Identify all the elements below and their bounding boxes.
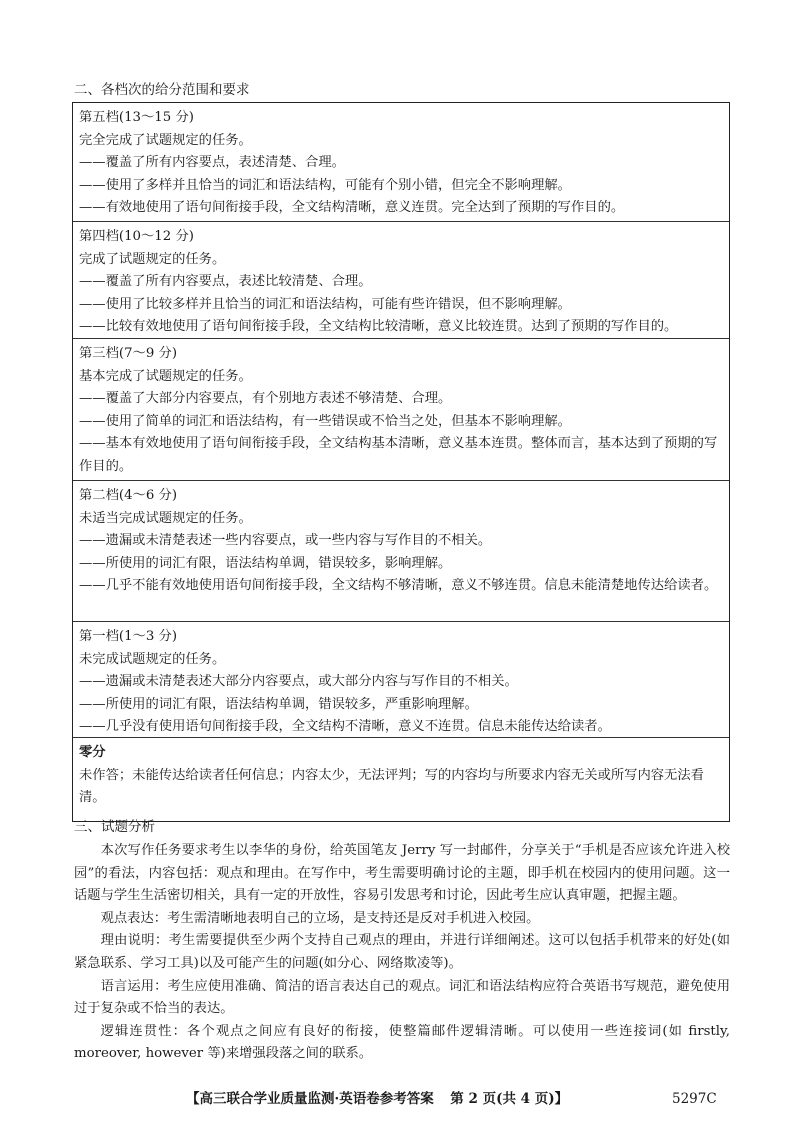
grade-point: ——基本有效地使用了语句间衔接手段，全文结构基本清晰，意义基本连贯。整体而言，基本达到了预期的写作目的。 [79,436,718,474]
analysis-paragraph: 本次写作任务要求考生以李华的身份，给英国笔友 Jerry 写一封邮件，分享关于“手机是否应该允许进入校园”的看法，内容包括：观点和理由。在写作中，考生需要明确讨论的主题，即手机在校园内的使用问题。这一话题与学生生活密切相关，具有一定的开放性，容易引发思考和讨论，因此考生应认真审题，把握主题。 [74,843,730,904]
grade-summary: 未适当完成试题规定的任务。 [79,510,252,526]
analysis-body [74,840,730,1066]
grade-cell-1 [73,621,729,737]
grade-summary: 完全完成了试题规定的任务。 [79,132,252,148]
grade-point: ——覆盖了所有内容要点，表述清楚、合理。 [79,155,345,171]
analysis-paragraph: 观点表达：考生需清晰地表明自己的立场，是支持还是反对手机进入校园。 [100,910,540,926]
grade-summary: 未完成试题规定的任务。 [79,651,226,667]
grade-point: ——有效地使用了语句间衔接手段，全文结构清晰，意义连贯。完全达到了预期的写作目的。 [79,200,625,216]
grade-point: ——几乎没有使用语句间衔接手段，全文结构不清晰，意义不连贯。信息未能传达给读者。 [79,719,611,735]
grade-cell-5 [73,103,729,221]
grade-point: ——所使用的词汇有限，语法结构单调，错误较多，影响理解。 [79,555,452,571]
grade-cell-3 [73,338,729,480]
grade-heading: 第四档(10～12 分) [79,229,194,244]
analysis-paragraph: 理由说明：考生需要提供至少两个支持自己观点的理由，并进行详细阐述。这可以包括手机带来的好处(如紧急联系、学习工具)以及可能产生的问题(如分心、网络欺凌等)。 [74,933,730,971]
grade-heading: 第五档(13～15 分) [79,110,194,125]
grade-point: ——几乎不能有效地使用语句间衔接手段，全文结构不够清晰，意义不够连贯。信息未能清楚地传达给读者。 [79,578,718,594]
grade-summary: 基本完成了试题规定的任务。 [79,368,252,384]
grade-point: ——遗漏或未清楚表述一些内容要点，或一些内容与写作目的不相关。 [79,533,492,549]
grade-cell-2 [73,480,729,621]
grade-point: ——使用了多样并且恰当的词汇和语法结构，可能有个别小错，但完全不影响理解。 [79,177,571,193]
section-3-title: 三、试题分析 [74,819,155,835]
grade-summary: 未作答；未能传达给读者任何信息；内容太少，无法评判；写的内容均与所要求内容无关或所写内容无法看清。 [79,767,704,806]
grade-point: ——使用了比较多样并且恰当的词汇和语法结构，可能有些许错误，但不影响理解。 [79,296,571,312]
grading-table [72,102,730,822]
grade-cell-4 [73,221,729,338]
grade-heading: 第三档(7～9 分) [79,346,178,361]
grade-summary: 完成了试题规定的任务。 [79,251,226,267]
footer-label: 【高三联合学业质量监测·英语卷参考答案 [186,1091,434,1107]
analysis-paragraph: 语言运用：考生应使用准确、简洁的语言表达自己的观点。词汇和语法结构应符合英语书写规范，避免使用过于复杂或不恰当的表达。 [74,978,730,1017]
grade-cell-zero [73,737,729,821]
grade-point: ——比较有效地使用了语句间衔接手段，全文结构比较清晰，意义比较连贯。达到了预期的写作目的。 [79,319,678,335]
grade-point: ——覆盖了所有内容要点，表述比较清楚、合理。 [79,274,372,290]
footer-page-number: 第 2 页(共 4 页)】 [450,1091,569,1107]
grade-heading: 零分 [79,745,106,760]
grade-heading: 第一档(1～3 分) [79,629,178,644]
analysis-paragraph: 逻辑连贯性：各个观点之间应有良好的衔接，使整篇邮件逻辑清晰。可以使用一些连接词(如 firstly, moreover, however 等)来增强段落之间的联系。 [74,1023,730,1062]
section-2-title: 二、各档次的给分范围和要求 [74,82,250,98]
grade-point: ——遗漏或未清楚表述大部分内容要点，或大部分内容与写作目的不相关。 [79,674,518,690]
document-code: 5297C [672,1091,717,1107]
grade-point: ——使用了简单的词汇和语法结构，有一些错误或不恰当之处，但基本不影响理解。 [79,413,571,429]
page-footer [186,1090,568,1108]
grade-point: ——所使用的词汇有限，语法结构单调，错误较多，严重影响理解。 [79,696,478,712]
grade-heading: 第二档(4～6 分) [79,488,178,503]
grade-point: ——覆盖了大部分内容要点，有个别地方表述不够清楚、合理。 [79,391,452,407]
